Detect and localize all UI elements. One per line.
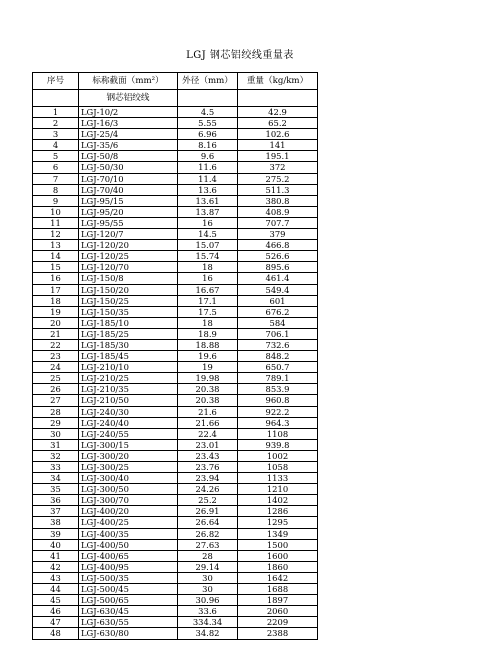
cell-no[interactable]: 16: [33, 273, 79, 284]
cell-section[interactable]: LGJ-185/10: [79, 317, 178, 328]
cell-diameter[interactable]: 19.98: [178, 373, 238, 384]
cell-weight[interactable]: 2060: [238, 606, 318, 617]
cell-diameter[interactable]: 18: [178, 317, 238, 328]
table-row: [33, 262, 318, 273]
cell-no[interactable]: 1: [33, 107, 79, 118]
subheader-empty-cell[interactable]: [238, 90, 318, 107]
cell-diameter[interactable]: 17.5: [178, 306, 238, 317]
cell-section[interactable]: LGJ-150/20: [79, 284, 178, 295]
cell-section[interactable]: LGJ-400/20: [79, 506, 178, 517]
cell-section[interactable]: LGJ-300/20: [79, 450, 178, 461]
cell-weight[interactable]: 1600: [238, 550, 318, 561]
table-row: [33, 107, 318, 118]
table-row: [33, 206, 318, 217]
cell-weight[interactable]: 707.7: [238, 217, 318, 228]
cell-diameter[interactable]: 26.64: [178, 517, 238, 528]
cell-no[interactable]: 11: [33, 217, 79, 228]
cell-diameter[interactable]: 334.34: [178, 617, 238, 628]
table-row: [33, 273, 318, 284]
table-row: [33, 606, 318, 617]
cell-section[interactable]: LGJ-185/25: [79, 328, 178, 339]
table-row: [33, 306, 318, 317]
cell-no[interactable]: 21: [33, 328, 79, 339]
cell-section[interactable]: LGJ-120/20: [79, 240, 178, 251]
header-weight[interactable]: 重量（kg/km）: [238, 73, 318, 90]
cell-weight[interactable]: 732.6: [238, 339, 318, 350]
table-row: [33, 317, 318, 328]
subheader-row: [33, 90, 318, 107]
table-row: [33, 217, 318, 228]
cell-no[interactable]: 48: [33, 628, 79, 639]
cell-diameter[interactable]: 21.6: [178, 406, 238, 417]
table-row: [33, 617, 318, 628]
cell-section[interactable]: LGJ-16/3: [79, 118, 178, 129]
table-row: [33, 373, 318, 384]
cell-weight[interactable]: 1860: [238, 561, 318, 572]
cell-no[interactable]: 5: [33, 151, 79, 162]
cell-weight[interactable]: 65.2: [238, 118, 318, 129]
table-row: [33, 395, 318, 406]
cell-no[interactable]: 46: [33, 606, 79, 617]
cell-weight[interactable]: 195.1: [238, 151, 318, 162]
cell-weight[interactable]: 42.9: [238, 107, 318, 118]
header-no[interactable]: 序号: [33, 73, 79, 90]
table-row: [33, 528, 318, 539]
cell-section[interactable]: LGJ-35/6: [79, 140, 178, 151]
cell-no[interactable]: 35: [33, 484, 79, 495]
cell-diameter[interactable]: 5.55: [178, 118, 238, 129]
cell-diameter[interactable]: 13.61: [178, 195, 238, 206]
cell-section[interactable]: LGJ-400/35: [79, 528, 178, 539]
cell-weight[interactable]: 379: [238, 229, 318, 240]
table-row: [33, 406, 318, 417]
cell-section[interactable]: LGJ-240/40: [79, 417, 178, 428]
cell-weight[interactable]: 380.8: [238, 195, 318, 206]
header-diameter[interactable]: 外径（mm）: [178, 73, 238, 90]
cell-no[interactable]: 15: [33, 262, 79, 273]
cell-diameter[interactable]: 19: [178, 362, 238, 373]
table-row: [33, 473, 318, 484]
cell-weight[interactable]: 275.2: [238, 173, 318, 184]
cell-weight[interactable]: 1500: [238, 539, 318, 550]
subheader-label[interactable]: 钢芯铝绞线: [79, 90, 178, 107]
cell-diameter[interactable]: 17.1: [178, 295, 238, 306]
cell-diameter[interactable]: 16: [178, 273, 238, 284]
cell-diameter[interactable]: 23.76: [178, 462, 238, 473]
cell-diameter[interactable]: 8.16: [178, 140, 238, 151]
table-row: [33, 384, 318, 395]
cell-no[interactable]: 9: [33, 195, 79, 206]
cell-no[interactable]: 44: [33, 584, 79, 595]
cell-diameter[interactable]: 11.6: [178, 162, 238, 173]
cell-diameter[interactable]: 14.5: [178, 229, 238, 240]
cell-no[interactable]: 27: [33, 395, 79, 406]
table-row: [33, 229, 318, 240]
cell-diameter[interactable]: 30: [178, 572, 238, 583]
table-row: [33, 506, 318, 517]
table-row: [33, 428, 318, 439]
cell-diameter[interactable]: 9.6: [178, 151, 238, 162]
cell-no[interactable]: 45: [33, 595, 79, 606]
cell-section[interactable]: LGJ-300/70: [79, 495, 178, 506]
cell-section[interactable]: LGJ-400/95: [79, 561, 178, 572]
cell-section[interactable]: LGJ-95/55: [79, 217, 178, 228]
cell-section[interactable]: LGJ-210/35: [79, 384, 178, 395]
table-row: [33, 572, 318, 583]
cell-weight[interactable]: 1058: [238, 462, 318, 473]
table-row: [33, 151, 318, 162]
cell-weight[interactable]: 372: [238, 162, 318, 173]
cell-weight[interactable]: 461.4: [238, 273, 318, 284]
table-row: [33, 295, 318, 306]
cell-no[interactable]: 47: [33, 617, 79, 628]
cell-no[interactable]: 22: [33, 339, 79, 350]
cell-section[interactable]: LGJ-400/65: [79, 550, 178, 561]
table-row: [33, 328, 318, 339]
cell-weight[interactable]: 1286: [238, 506, 318, 517]
cell-section[interactable]: LGJ-300/40: [79, 473, 178, 484]
cell-diameter[interactable]: 21.66: [178, 417, 238, 428]
table-row: [33, 184, 318, 195]
cell-no[interactable]: 18: [33, 295, 79, 306]
cell-section[interactable]: LGJ-120/25: [79, 251, 178, 262]
cell-weight[interactable]: 584: [238, 317, 318, 328]
cell-weight[interactable]: 706.1: [238, 328, 318, 339]
cell-weight[interactable]: 466.8: [238, 240, 318, 251]
cell-diameter[interactable]: 27.63: [178, 539, 238, 550]
cell-no[interactable]: 32: [33, 450, 79, 461]
cell-diameter[interactable]: 33.6: [178, 606, 238, 617]
cell-weight[interactable]: 601: [238, 295, 318, 306]
cell-no[interactable]: 30: [33, 428, 79, 439]
cell-no[interactable]: 38: [33, 517, 79, 528]
table-row: [33, 628, 318, 639]
table-row: [33, 284, 318, 295]
cell-section[interactable]: LGJ-185/45: [79, 351, 178, 362]
cell-section[interactable]: LGJ-240/30: [79, 406, 178, 417]
table-row: [33, 195, 318, 206]
cell-diameter[interactable]: 11.4: [178, 173, 238, 184]
cell-weight[interactable]: 2209: [238, 617, 318, 628]
cell-no[interactable]: 24: [33, 362, 79, 373]
cell-weight[interactable]: 1349: [238, 528, 318, 539]
cell-diameter[interactable]: 22.4: [178, 428, 238, 439]
cell-weight[interactable]: 549.4: [238, 284, 318, 295]
cell-no[interactable]: 4: [33, 140, 79, 151]
cell-diameter[interactable]: 24.26: [178, 484, 238, 495]
cell-weight[interactable]: 939.8: [238, 439, 318, 450]
cell-weight[interactable]: 408.9: [238, 206, 318, 217]
cell-section[interactable]: LGJ-70/10: [79, 173, 178, 184]
cell-no[interactable]: 33: [33, 462, 79, 473]
cell-section[interactable]: LGJ-630/80: [79, 628, 178, 639]
cell-weight[interactable]: 789.1: [238, 373, 318, 384]
cell-no[interactable]: 36: [33, 495, 79, 506]
table-row: [33, 550, 318, 561]
table-row: [33, 462, 318, 473]
header-row: [33, 73, 318, 90]
cell-diameter[interactable]: 26.82: [178, 528, 238, 539]
table-row: [33, 118, 318, 129]
cell-no[interactable]: 25: [33, 373, 79, 384]
cell-no[interactable]: 12: [33, 229, 79, 240]
cell-weight[interactable]: 141: [238, 140, 318, 151]
table-row: [33, 595, 318, 606]
cell-diameter[interactable]: 18.88: [178, 339, 238, 350]
weight-table: [32, 72, 318, 640]
cell-weight[interactable]: 960.8: [238, 395, 318, 406]
table-row: [33, 561, 318, 572]
table-row: [33, 351, 318, 362]
cell-weight[interactable]: 511.3: [238, 184, 318, 195]
cell-diameter[interactable]: 18: [178, 262, 238, 273]
cell-diameter[interactable]: 23.94: [178, 473, 238, 484]
cell-section[interactable]: LGJ-50/30: [79, 162, 178, 173]
cell-section[interactable]: LGJ-300/50: [79, 484, 178, 495]
cell-weight[interactable]: 853.9: [238, 384, 318, 395]
cell-diameter[interactable]: 30: [178, 584, 238, 595]
cell-weight[interactable]: 1133: [238, 473, 318, 484]
cell-section[interactable]: LGJ-95/15: [79, 195, 178, 206]
table-row: [33, 240, 318, 251]
cell-weight[interactable]: 1002: [238, 450, 318, 461]
cell-section[interactable]: LGJ-150/35: [79, 306, 178, 317]
cell-no[interactable]: 23: [33, 351, 79, 362]
table-row: [33, 439, 318, 450]
cell-no[interactable]: 8: [33, 184, 79, 195]
table-row: [33, 495, 318, 506]
table-row: [33, 140, 318, 151]
table-row: [33, 129, 318, 140]
cell-section[interactable]: LGJ-500/45: [79, 584, 178, 595]
cell-section[interactable]: LGJ-70/40: [79, 184, 178, 195]
cell-no[interactable]: 19: [33, 306, 79, 317]
cell-diameter[interactable]: 15.07: [178, 240, 238, 251]
cell-weight[interactable]: 526.6: [238, 251, 318, 262]
cell-section[interactable]: LGJ-185/30: [79, 339, 178, 350]
cell-diameter[interactable]: 16: [178, 217, 238, 228]
cell-weight[interactable]: 895.6: [238, 262, 318, 273]
cell-diameter[interactable]: 29.14: [178, 561, 238, 572]
cell-weight[interactable]: 1688: [238, 584, 318, 595]
cell-section[interactable]: LGJ-150/8: [79, 273, 178, 284]
cell-section[interactable]: LGJ-120/70: [79, 262, 178, 273]
cell-no[interactable]: 20: [33, 317, 79, 328]
cell-section[interactable]: LGJ-300/15: [79, 439, 178, 450]
cell-weight[interactable]: 922.2: [238, 406, 318, 417]
cell-diameter[interactable]: 20.38: [178, 395, 238, 406]
cell-diameter[interactable]: 26.91: [178, 506, 238, 517]
cell-diameter[interactable]: 15.74: [178, 251, 238, 262]
table-row: [33, 584, 318, 595]
cell-diameter[interactable]: 28: [178, 550, 238, 561]
cell-section[interactable]: LGJ-300/25: [79, 462, 178, 473]
cell-section[interactable]: LGJ-210/25: [79, 373, 178, 384]
subheader-empty-cell[interactable]: [33, 90, 79, 107]
cell-diameter[interactable]: 25.2: [178, 495, 238, 506]
cell-no[interactable]: 42: [33, 561, 79, 572]
cell-no[interactable]: 39: [33, 528, 79, 539]
cell-weight[interactable]: 1402: [238, 495, 318, 506]
cell-no[interactable]: 31: [33, 439, 79, 450]
table-row: [33, 417, 318, 428]
cell-section[interactable]: LGJ-630/55: [79, 617, 178, 628]
cell-section[interactable]: LGJ-95/20: [79, 206, 178, 217]
table-row: [33, 173, 318, 184]
table-row: [33, 362, 318, 373]
cell-section[interactable]: LGJ-50/8: [79, 151, 178, 162]
cell-no[interactable]: 2: [33, 118, 79, 129]
subheader-empty-cell[interactable]: [178, 90, 238, 107]
cell-diameter[interactable]: 16.67: [178, 284, 238, 295]
cell-no[interactable]: 17: [33, 284, 79, 295]
cell-diameter[interactable]: 23.01: [178, 439, 238, 450]
cell-weight[interactable]: 964.3: [238, 417, 318, 428]
cell-no[interactable]: 7: [33, 173, 79, 184]
cell-section[interactable]: LGJ-120/7: [79, 229, 178, 240]
cell-diameter[interactable]: 13.87: [178, 206, 238, 217]
cell-diameter[interactable]: 6.96: [178, 129, 238, 140]
table-row: [33, 162, 318, 173]
cell-no[interactable]: 37: [33, 506, 79, 517]
cell-section[interactable]: LGJ-500/65: [79, 595, 178, 606]
table-row: [33, 450, 318, 461]
cell-no[interactable]: 40: [33, 539, 79, 550]
cell-section[interactable]: LGJ-210/50: [79, 395, 178, 406]
cell-section[interactable]: LGJ-25/4: [79, 129, 178, 140]
table-row: [33, 251, 318, 262]
cell-diameter[interactable]: 19.6: [178, 351, 238, 362]
cell-no[interactable]: 10: [33, 206, 79, 217]
cell-diameter[interactable]: 30.96: [178, 595, 238, 606]
cell-diameter[interactable]: 4.5: [178, 107, 238, 118]
table-row: [33, 539, 318, 550]
table-body: [33, 107, 318, 640]
cell-section[interactable]: LGJ-400/50: [79, 539, 178, 550]
cell-weight[interactable]: 1897: [238, 595, 318, 606]
cell-no[interactable]: 6: [33, 162, 79, 173]
cell-weight[interactable]: 848.2: [238, 351, 318, 362]
cell-diameter[interactable]: 18.9: [178, 328, 238, 339]
cell-weight[interactable]: 1210: [238, 484, 318, 495]
cell-weight[interactable]: 1295: [238, 517, 318, 528]
cell-weight[interactable]: 650.7: [238, 362, 318, 373]
table-row: [33, 517, 318, 528]
table-row: [33, 339, 318, 350]
cell-weight[interactable]: 2388: [238, 628, 318, 639]
cell-diameter[interactable]: 13.6: [178, 184, 238, 195]
cell-weight[interactable]: 676.2: [238, 306, 318, 317]
cell-section[interactable]: LGJ-10/2: [79, 107, 178, 118]
cell-no[interactable]: 28: [33, 406, 79, 417]
cell-section[interactable]: LGJ-240/55: [79, 428, 178, 439]
cell-diameter[interactable]: 20.38: [178, 384, 238, 395]
cell-section[interactable]: LGJ-210/10: [79, 362, 178, 373]
cell-section[interactable]: LGJ-400/25: [79, 517, 178, 528]
cell-section[interactable]: LGJ-500/35: [79, 572, 178, 583]
cell-diameter[interactable]: 34.82: [178, 628, 238, 639]
cell-no[interactable]: 43: [33, 572, 79, 583]
cell-no[interactable]: 41: [33, 550, 79, 561]
table-row: [33, 484, 318, 495]
cell-weight[interactable]: 1642: [238, 572, 318, 583]
cell-no[interactable]: 29: [33, 417, 79, 428]
cell-diameter[interactable]: 23.43: [178, 450, 238, 461]
cell-no[interactable]: 13: [33, 240, 79, 251]
cell-no[interactable]: 3: [33, 129, 79, 140]
cell-section[interactable]: LGJ-150/25: [79, 295, 178, 306]
cell-no[interactable]: 14: [33, 251, 79, 262]
cell-section[interactable]: LGJ-630/45: [79, 606, 178, 617]
sheet-title: LGJ 钢芯铝绞线重量表: [186, 50, 294, 61]
header-section[interactable]: 标称截面（mm²）: [79, 73, 178, 90]
cell-no[interactable]: 26: [33, 384, 79, 395]
cell-weight[interactable]: 102.6: [238, 129, 318, 140]
cell-no[interactable]: 34: [33, 473, 79, 484]
cell-weight[interactable]: 1108: [238, 428, 318, 439]
